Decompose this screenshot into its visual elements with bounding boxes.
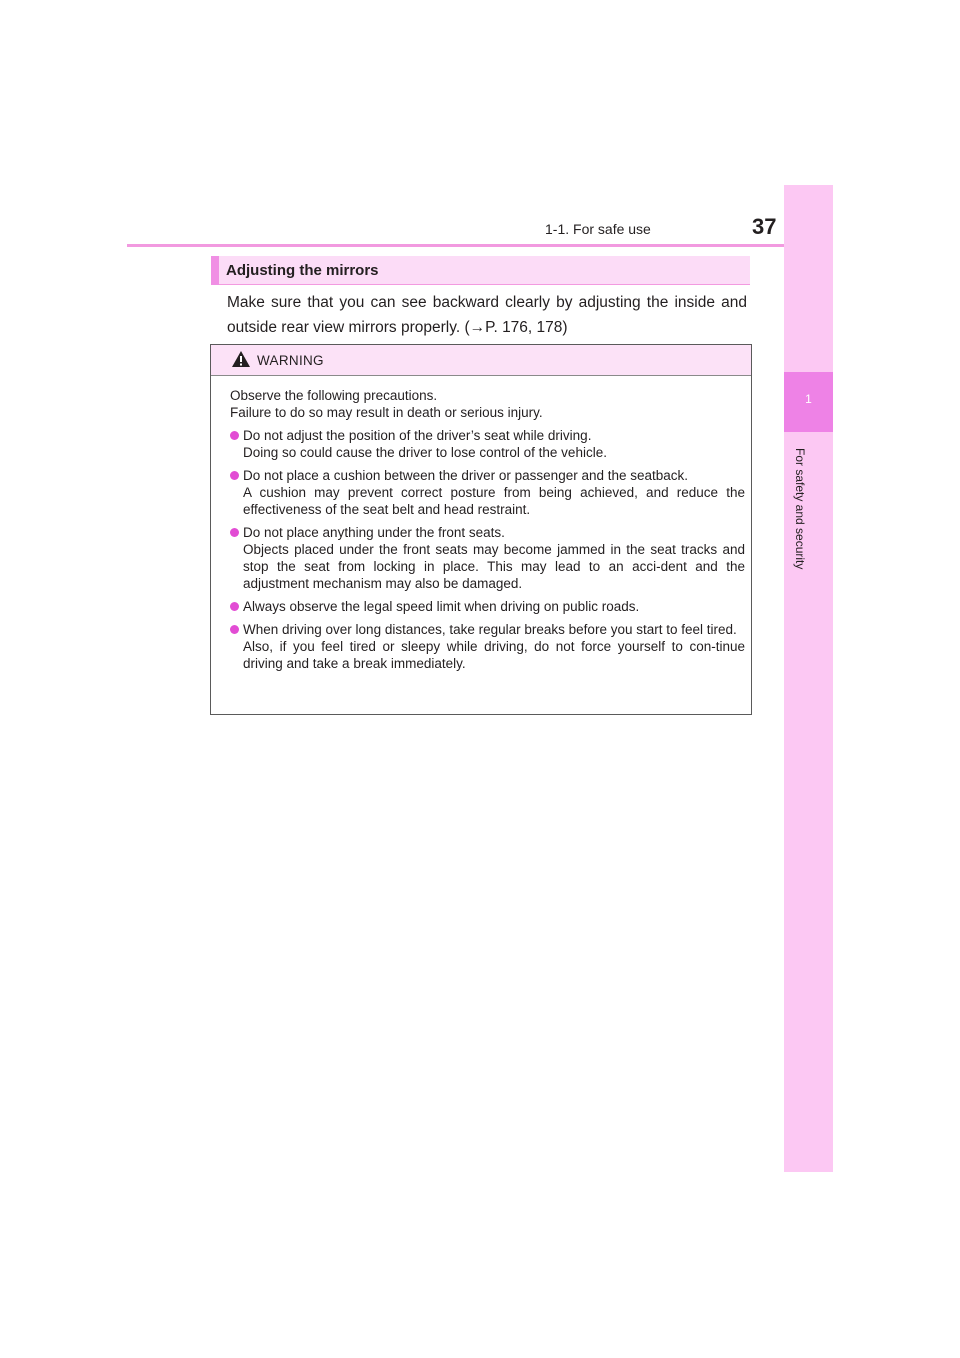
warning-intro-line: Failure to do so may result in death or serious injury. bbox=[230, 405, 543, 420]
bullet-heading: When driving over long distances, take regular breaks before you start to feel tired. bbox=[243, 622, 737, 637]
warning-bullet bbox=[230, 598, 745, 615]
section-heading-bar bbox=[211, 256, 219, 285]
section-heading bbox=[211, 256, 750, 285]
bullet-detail: A cushion may prevent correct posture from being achieved, and reduce the effectiveness of the seat belt and head restraint. bbox=[243, 485, 745, 517]
bullet-dot-icon bbox=[230, 528, 239, 537]
bullet-heading: Do not place anything under the front seats. bbox=[243, 525, 505, 540]
warning-intro-line: Observe the following precautions. bbox=[230, 388, 438, 403]
chapter-side-tab[interactable] bbox=[784, 185, 833, 1172]
warning-body bbox=[230, 387, 745, 672]
warning-label: WARNING bbox=[257, 353, 324, 368]
bullet-dot-icon bbox=[230, 471, 239, 480]
warning-bullet bbox=[230, 621, 745, 672]
chapter-title: For safety and security bbox=[793, 448, 807, 570]
running-header: 1-1. For safe use bbox=[545, 221, 651, 237]
bullet-dot-icon bbox=[230, 625, 239, 634]
bullet-detail: Also, if you feel tired or sleepy while driving, do not force yourself to con-tinue driving and take a break immediately. bbox=[243, 639, 745, 671]
page-number: 37 bbox=[752, 214, 777, 239]
bullet-detail: Doing so could cause the driver to lose control of the vehicle. bbox=[243, 445, 607, 460]
bullet-dot-icon bbox=[230, 602, 239, 611]
warning-box bbox=[210, 344, 752, 715]
warning-bullet bbox=[230, 524, 745, 592]
bullet-heading: Do not adjust the position of the driver’s seat while driving. bbox=[243, 428, 592, 443]
section-title: Adjusting the mirrors bbox=[226, 262, 379, 279]
bullet-heading: Always observe the legal speed limit when driving on public roads. bbox=[243, 599, 640, 614]
warning-triangle-icon bbox=[231, 350, 251, 368]
bullet-detail: Objects placed under the front seats may become jammed in the seat tracks and stop the seat from locking in place. This may lead to an acci-dent and the adjustment mechanism may also be damaged. bbox=[243, 542, 745, 591]
warning-header bbox=[211, 345, 751, 376]
chapter-number: 1 bbox=[805, 392, 812, 406]
header-rule bbox=[127, 244, 833, 247]
bullet-dot-icon bbox=[230, 431, 239, 440]
warning-bullet bbox=[230, 427, 745, 461]
bullet-heading: Do not place a cushion between the driver or passenger and the seatback. bbox=[243, 468, 689, 483]
warning-bullet bbox=[230, 467, 745, 518]
section-intro: Make sure that you can see backward clearly by adjusting the inside and outside rear view mirrors properly. (→P. 176, 178) bbox=[227, 294, 747, 336]
